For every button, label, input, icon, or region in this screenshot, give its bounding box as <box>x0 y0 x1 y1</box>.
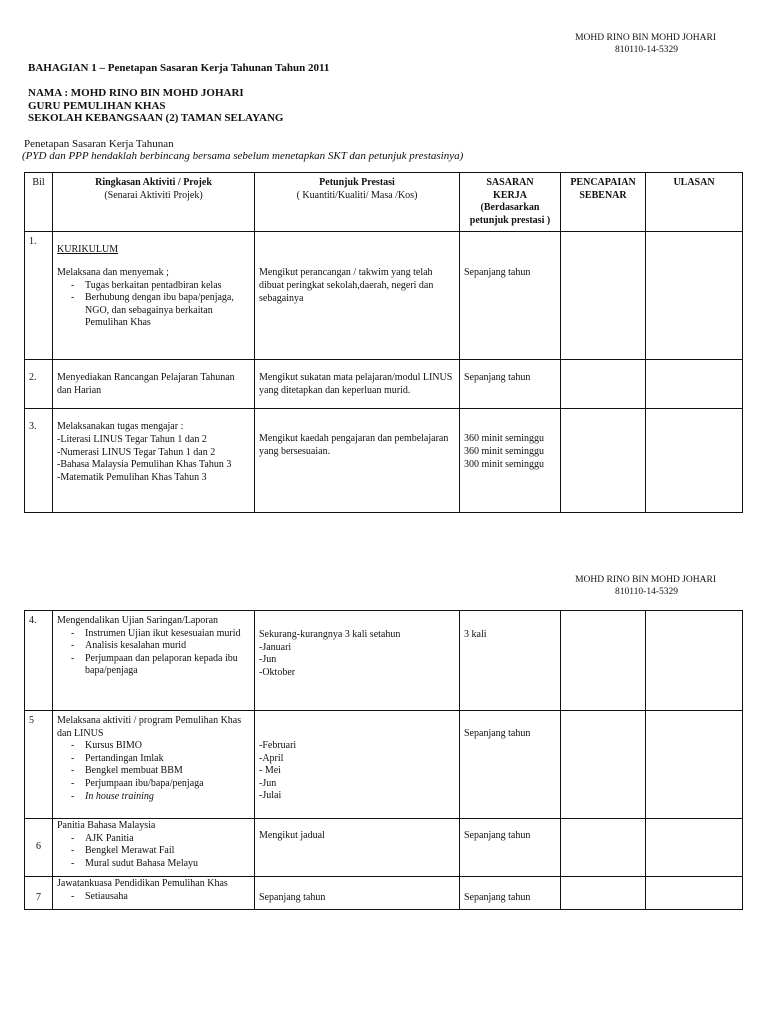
row-indicator <box>255 232 460 360</box>
col-activity-sub: (Senarai Aktiviti Projek) <box>104 189 203 201</box>
indicator-text: Mengikut sukatan mata pelajaran/modul LINUS yang ditetapkan dan keperluan murid. <box>259 372 453 396</box>
col-target-line2: KERJA <box>493 189 527 201</box>
col-target <box>460 173 561 232</box>
target-text: Sepanjang tahun <box>464 372 531 384</box>
section-title: BAHAGIAN 1 – Penetapan Sasaran Kerja Tahunan Tahun 2011 <box>28 62 330 74</box>
col-target-line1: SASARAN <box>486 177 534 188</box>
row-indicator: Sepanjang tahun <box>255 877 460 910</box>
row-achievement <box>561 232 646 360</box>
list-item: - In house training <box>71 791 250 804</box>
indicator-line: - Mei <box>259 765 281 777</box>
list-item: - Bengkel membuat BBM <box>71 765 250 778</box>
row-activity <box>53 819 255 877</box>
list-item: - Kursus BIMO <box>71 740 250 753</box>
indicator-text: Mengikut kaedah pengajaran dan pembelajaran yang bersesuaian. <box>259 433 449 457</box>
row-indicator <box>255 819 460 877</box>
col-achievement-line1: PENCAPAIAN <box>570 177 636 188</box>
row-activity <box>53 711 255 819</box>
position-line: GURU PEMULIHAN KHAS <box>28 100 166 112</box>
target-text: Sepanjang tahun <box>464 830 531 841</box>
row-target <box>460 232 561 360</box>
target-line: 300 minit seminggu <box>464 458 544 470</box>
list-item: - Perjumpaan ibu/bapa/penjaga <box>71 778 250 791</box>
row-remarks <box>646 360 743 409</box>
activity-text: Menyediakan Rancangan Pelajaran Tahunan dan Harian <box>57 372 235 396</box>
target-text: Sepanjang tahun <box>464 267 531 279</box>
header-id: 810110-14-5329 <box>615 587 678 597</box>
row-achievement <box>561 360 646 409</box>
row-items <box>57 628 250 678</box>
skt-table-page1 <box>24 172 743 513</box>
target-line: 360 minit seminggu <box>464 445 544 457</box>
indicator-line: -Januari <box>259 641 292 653</box>
row-activity <box>53 877 255 910</box>
indicator-line: -Julai <box>259 790 282 802</box>
row-remarks <box>646 711 743 819</box>
activity-text: Melaksana aktiviti / program Pemulihan Khas dan LINUS <box>57 715 242 739</box>
row-target <box>460 819 561 877</box>
list-item: - Perjumpaan dan pelaporan kepada ibu bapa/penjaga <box>71 653 250 678</box>
row-bil: 4. <box>25 611 53 711</box>
page2-header <box>500 574 716 598</box>
row-remarks <box>646 232 743 360</box>
col-remarks: ULASAN <box>646 173 743 232</box>
indicator-line: -April <box>259 752 284 764</box>
note: (PYD dan PPP hendaklah berbincang bersama sebelum menetapkan SKT dan petunjuk prestasinya) <box>22 150 464 162</box>
target-text: 3 kali <box>464 629 487 640</box>
col-target-line3: (Berdasarkan <box>480 202 540 214</box>
row-remarks <box>646 819 743 877</box>
activity-text: Panitia Bahasa Malaysia <box>57 820 156 831</box>
row-activity <box>53 409 255 513</box>
row-remarks <box>646 611 743 711</box>
name-line: NAMA : MOHD RINO BIN MOHD JOHARI <box>28 87 244 99</box>
activity-line: -Literasi LINUS Tegar Tahun 1 dan 2 <box>57 433 207 445</box>
col-indicator-sub: ( Kuantiti/Kualiti/ Masa /Kos) <box>296 189 418 201</box>
col-bil: Bil <box>25 173 53 232</box>
row-items <box>57 280 250 330</box>
list-item: - Instrumen Ujian ikut kesesuaian murid <box>71 628 250 641</box>
indicator-line: -Jun <box>259 654 277 666</box>
row-bil: 5 <box>25 711 53 819</box>
row-indicator <box>255 711 460 819</box>
activity-text: Mengendalikan Ujian Saringan/Laporan <box>57 615 219 626</box>
indicator-line: -Februari <box>259 740 297 751</box>
list-item: - Setiausaha <box>71 891 250 904</box>
row-target <box>460 360 561 409</box>
activity-line: -Bahasa Malaysia Pemulihan Khas Tahun 3 <box>57 459 232 471</box>
table-row <box>25 711 743 819</box>
col-achievement-line2: SEBENAR <box>579 189 627 201</box>
activity-line: Melaksanakan tugas mengajar : <box>57 421 184 433</box>
row-heading: KURIKULUM <box>57 244 119 256</box>
row-items <box>57 891 250 904</box>
table-row <box>25 611 743 711</box>
col-activity-title: Ringkasan Aktiviti / Projek <box>95 177 212 188</box>
indicator-text: Mengikut perancangan / takwim yang telah dibuat peringkat sekolah,daerah, negeri dan sebagainya <box>259 267 434 304</box>
activity-line: -Matematik Pemulihan Khas Tahun 3 <box>57 471 207 483</box>
row-activity <box>53 611 255 711</box>
row-activity <box>53 232 255 360</box>
target-line: 360 minit seminggu <box>464 433 544 445</box>
row-remarks <box>646 409 743 513</box>
target-text: Sepanjang tahun <box>464 728 531 739</box>
bil-text: 2. <box>29 372 37 384</box>
col-indicator <box>255 173 460 232</box>
row-bil <box>25 360 53 409</box>
row-target <box>460 409 561 513</box>
list-item: - Tugas berkaitan pentadbiran kelas <box>71 280 250 293</box>
list-item: - Berhubung dengan ibu bapa/penjaga, NGO, dan sebagainya berkaitan Pemulihan Khas <box>71 292 250 330</box>
skt-table-page2 <box>24 610 743 910</box>
header-id: 810110-14-5329 <box>615 45 678 55</box>
table-row <box>25 877 743 910</box>
list-item: - AJK Panitia <box>71 833 250 846</box>
indicator-line: Sekurang-kurangnya 3 kali setahun <box>259 629 401 640</box>
row-target <box>460 611 561 711</box>
row-achievement <box>561 711 646 819</box>
table-row <box>25 819 743 877</box>
row-remarks <box>646 877 743 910</box>
header-name: MOHD RINO BIN MOHD JOHARI <box>575 33 716 43</box>
row-bil: 6 <box>25 819 53 877</box>
page1-header <box>500 32 716 56</box>
row-indicator <box>255 409 460 513</box>
row-bil: 7 <box>25 877 53 910</box>
activity-text: Jawatankuasa Pendidikan Pemulihan Khas <box>57 878 228 889</box>
bil-text: 3. <box>29 421 37 433</box>
row-indicator <box>255 360 460 409</box>
row-bil: 1. <box>25 232 53 360</box>
row-items <box>57 833 250 871</box>
indicator-text: Mengikut jadual <box>259 830 325 841</box>
row-intro: Melaksana dan menyemak ; <box>57 266 169 278</box>
school-line: SEKOLAH KEBANGSAAN (2) TAMAN SELAYANG <box>28 112 284 124</box>
col-indicator-title: Petunjuk Prestasi <box>319 177 395 188</box>
row-achievement <box>561 877 646 910</box>
row-achievement <box>561 611 646 711</box>
list-item: - Pertandingan Imlak <box>71 753 250 766</box>
col-activity <box>53 173 255 232</box>
subtitle: Penetapan Sasaran Kerja Tahunan <box>24 138 174 150</box>
table-row <box>25 360 743 409</box>
row-achievement <box>561 409 646 513</box>
indicator-line: -Oktober <box>259 666 296 678</box>
row-items <box>57 740 250 803</box>
row-indicator <box>255 611 460 711</box>
row-activity <box>53 360 255 409</box>
list-item: - Analisis kesalahan murid <box>71 640 250 653</box>
col-target-line4: petunjuk prestasi ) <box>469 214 551 226</box>
activity-line: -Numerasi LINUS Tegar Tahun 1 dan 2 <box>57 446 216 458</box>
list-item: - Bengkel Merawat Fail <box>71 845 250 858</box>
row-target: Sepanjang tahun <box>460 877 561 910</box>
row-bil <box>25 409 53 513</box>
table-row <box>25 232 743 360</box>
indicator-line: -Jun <box>259 777 277 789</box>
list-item: - Mural sudut Bahasa Melayu <box>71 858 250 871</box>
row-target <box>460 711 561 819</box>
row-achievement <box>561 819 646 877</box>
col-achievement <box>561 173 646 232</box>
table-header-row <box>25 173 743 232</box>
header-name: MOHD RINO BIN MOHD JOHARI <box>575 575 716 585</box>
table-row <box>25 409 743 513</box>
